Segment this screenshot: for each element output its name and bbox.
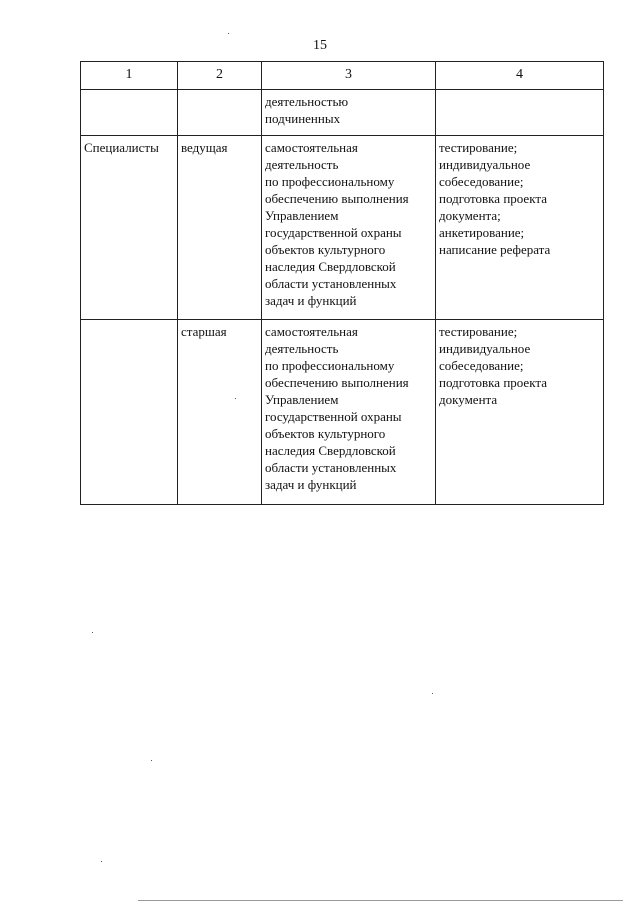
header-cell-4: 4 (436, 62, 604, 90)
table-header-row (81, 62, 604, 90)
cell-text-line: деятельностью (265, 94, 349, 109)
cell-text-line: самостоятельная (265, 140, 358, 155)
cell-text-line: документа (439, 392, 498, 407)
assessment-methods-cell (436, 320, 604, 505)
assessment-methods-cell (436, 90, 604, 136)
cell-text-line: обеспечению выполнения (265, 191, 409, 206)
cell-text-line: индивидуальное (439, 341, 531, 356)
cell-text-line: тестирование; (439, 140, 518, 155)
cell-text-line: собеседование; (439, 358, 524, 373)
bottom-scan-rule (138, 900, 623, 901)
scan-speck (101, 861, 102, 862)
cell-text-line: Специалисты (84, 140, 159, 155)
requirements-cell (262, 320, 436, 505)
scan-speck (432, 693, 433, 694)
page-number: 15 (313, 38, 327, 53)
cell-text-line: области установленных (265, 460, 397, 475)
position-group-cell (81, 90, 178, 136)
scan-speck (151, 760, 152, 761)
cell-text-line: тестирование; (439, 324, 518, 339)
scan-speck (92, 632, 93, 633)
cell-text-line: написание реферата (439, 242, 551, 257)
cell-text-line: деятельность (265, 157, 339, 172)
cell-text-line: подготовка проекта (439, 191, 547, 206)
cell-text-line: объектов культурного (265, 426, 386, 441)
header-cell-3: 3 (262, 62, 436, 90)
position-level-cell (178, 90, 262, 136)
position-level-cell (178, 136, 262, 320)
position-group-cell (81, 320, 178, 505)
assessment-methods-cell (436, 136, 604, 320)
cell-text-line: государственной охраны (265, 225, 402, 240)
position-group-cell (81, 136, 178, 320)
cell-text-line: по профессиональному (265, 174, 395, 189)
cell-text-line: задач и функций (265, 293, 357, 308)
cell-text-line: наследия Свердловской (265, 259, 396, 274)
table-row (81, 90, 604, 136)
cell-text-line: документа; (439, 208, 501, 223)
cell-text-line: анкетирование; (439, 225, 525, 240)
cell-text-line: деятельность (265, 341, 339, 356)
cell-text-line: ведущая (181, 140, 228, 155)
cell-text-line: области установленных (265, 276, 397, 291)
cell-text-line: собеседование; (439, 174, 524, 189)
cell-text-line: по профессиональному (265, 358, 395, 373)
scan-speck (228, 33, 229, 34)
requirements-cell (262, 136, 436, 320)
position-level-cell (178, 320, 262, 505)
requirements-cell (262, 90, 436, 136)
cell-text-line: государственной охраны (265, 409, 402, 424)
cell-text-line: Управлением (265, 392, 339, 407)
cell-text-line: индивидуальное (439, 157, 531, 172)
cell-text-line: самостоятельная (265, 324, 358, 339)
header-cell-1: 1 (81, 62, 178, 90)
qualification-table (80, 61, 604, 505)
cell-text-line: подготовка проекта (439, 375, 547, 390)
header-cell-2: 2 (178, 62, 262, 90)
cell-text-line: задач и функций (265, 477, 357, 492)
table-row (81, 320, 604, 505)
cell-text-line: подчиненных (265, 111, 341, 126)
cell-text-line: Управлением (265, 208, 339, 223)
cell-text-line: обеспечению выполнения (265, 375, 409, 390)
cell-text-line: объектов культурного (265, 242, 386, 257)
scan-speck (235, 398, 236, 399)
cell-text-line: старшая (181, 324, 227, 339)
cell-text-line: наследия Свердловской (265, 443, 396, 458)
table-row (81, 136, 604, 320)
